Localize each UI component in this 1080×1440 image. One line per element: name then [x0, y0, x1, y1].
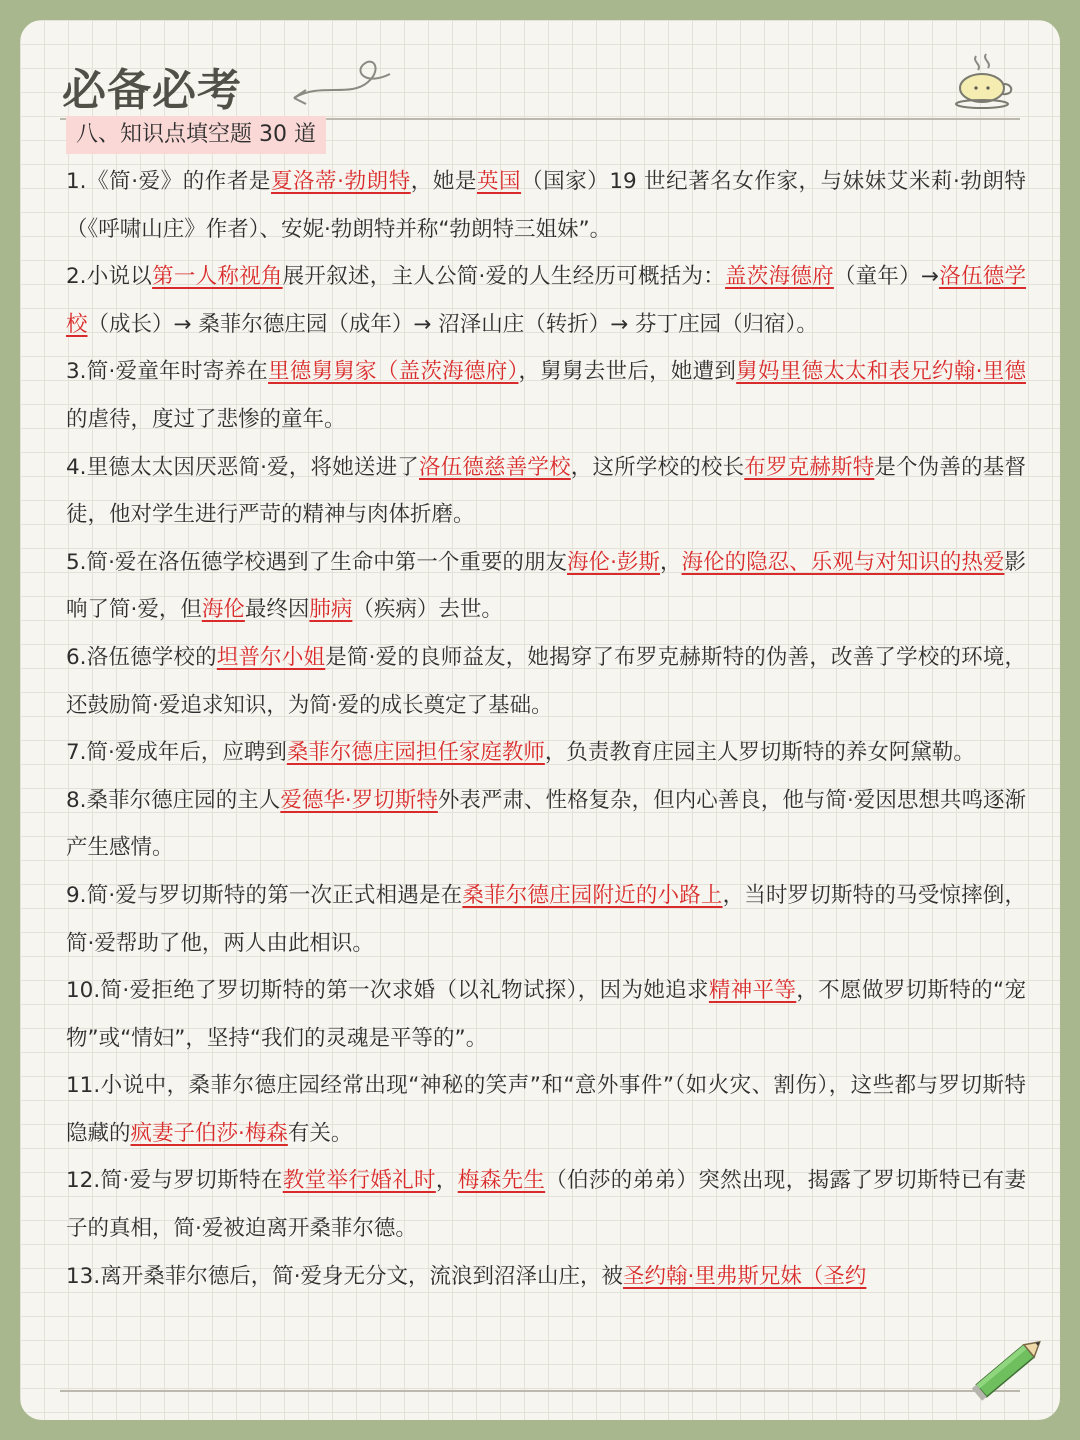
question-text: 11.小说中，桑菲尔德庄园经常出现“神秘的笑声”和“意外事件”（如火灾、割伤），这些都与罗切斯特隐藏的	[66, 1073, 1026, 1146]
answer-text: 疯妻子伯莎·梅森	[130, 1120, 288, 1146]
question-text: （疾病）去世。	[352, 597, 503, 623]
question-text: ，	[660, 549, 682, 575]
question-text: 是个伪善的基督徒，他对学生进行严苛的精神与肉体折磨。	[66, 454, 1026, 528]
answer-text: 舅妈里德太太和表兄约翰·里德	[736, 359, 1026, 385]
brand-title: 必备必考	[62, 65, 242, 116]
question-text: 5.简·爱在洛伍德学校遇到了生命中第一个重要的朋友	[66, 549, 568, 575]
question-text: ，	[435, 1168, 458, 1194]
question-text: 13.离开桑菲尔德后，简·爱身无分文，流浪到沼泽山庄，被	[66, 1263, 624, 1289]
answer-text: 夏洛蒂·勃朗特	[270, 169, 411, 194]
answer-text: 精神平等	[708, 978, 797, 1004]
question-text: （国家）19 世纪著名女作家，与妹妹艾米莉·勃朗特（《呼啸山庄》作者）、安妮·勃朗特并称“勃朗特三姐妹”。	[66, 169, 1026, 242]
answer-text: 里德舅舅家（盖茨海德府）	[268, 359, 519, 385]
question-text: 最终因	[244, 597, 310, 623]
question-text: （成长）→ 桑菲尔德庄园（成年）→ 沼泽山庄（转折）→ 芬丁庄园（归宿）。	[87, 311, 818, 337]
question-text: 展开叙述，主人公简·爱的人生经历可概括为：	[282, 264, 726, 290]
question-item	[66, 1253, 1026, 1301]
pencil-icon	[964, 1324, 1054, 1414]
answer-text: 英国	[476, 169, 522, 194]
question-text: ，舅舅去世后，她遭到	[518, 359, 737, 385]
question-item	[66, 729, 1026, 777]
question-text: ，不愿做罗切斯特的“宠物”或“情妇”，坚持“我们的灵魂是平等的”。	[66, 978, 1026, 1051]
answer-text: 梅森先生	[457, 1168, 546, 1194]
question-text: ，她是	[410, 169, 477, 194]
question-text: 4.里德太太因厌恶简·爱，将她送进了	[66, 454, 419, 480]
answer-text: 第一人称视角	[152, 264, 283, 290]
question-text: 2.小说以	[66, 264, 153, 290]
question-text: 7.简·爱成年后，应聘到	[66, 740, 287, 766]
question-item	[66, 777, 1026, 872]
answer-text: 洛伍德慈善学校	[418, 454, 571, 480]
answer-text: 桑菲尔德庄园担任家庭教师	[286, 740, 545, 766]
header	[60, 48, 1020, 118]
question-text: （童年）→	[833, 264, 939, 290]
answer-text: 盖茨海德府	[725, 264, 834, 290]
question-item	[66, 253, 1026, 348]
question-item	[66, 872, 1026, 967]
question-item	[66, 967, 1026, 1062]
question-list	[66, 158, 1026, 1300]
question-text: 影响了简·爱，但	[66, 549, 1026, 623]
section-title: 八、知识点填空题 30 道	[66, 116, 326, 154]
question-text: 有关。	[287, 1120, 353, 1146]
question-text: 12.简·爱与罗切斯特在	[66, 1168, 283, 1194]
question-item	[66, 1062, 1026, 1157]
question-item	[66, 1157, 1026, 1252]
swirl-arrow-icon	[290, 52, 400, 116]
question-text: 1.《简·爱》的作者是	[66, 169, 271, 194]
answer-text: 圣约翰·里弗斯兄妹（圣约	[623, 1263, 867, 1289]
quiz-section	[66, 116, 1026, 1376]
question-text: 的虐待，度过了悲惨的童年。	[66, 406, 346, 432]
answer-text: 洛伍德学校	[66, 264, 1027, 337]
answer-text: 桑菲尔德庄园附近的小路上	[462, 882, 723, 908]
question-text: ，负责教育庄园主人罗切斯特的养女阿黛勒。	[544, 740, 975, 766]
answer-text: 海伦的隐忍、乐观与对知识的热爱	[681, 549, 1005, 575]
question-item	[66, 348, 1026, 443]
question-text: 9.简·爱与罗切斯特的第一次正式相遇是在	[66, 882, 463, 908]
answer-text: 爱德华·罗切斯特	[280, 787, 438, 813]
footer-divider	[60, 1390, 1020, 1392]
answer-text: 海伦	[201, 597, 245, 623]
question-text: 3.简·爱童年时寄养在	[66, 359, 269, 385]
question-text: 是简·爱的良师益友，她揭穿了布罗克赫斯特的伪善，改善了学校的环境，还鼓励简·爱追求知识，为简·爱的成长奠定了基础。	[66, 644, 1026, 718]
question-text: 10.简·爱拒绝了罗切斯特的第一次求婚（以礼物试探），因为她追求	[66, 978, 709, 1004]
tea-cup-icon	[952, 48, 1016, 112]
answer-text: 海伦·彭斯	[567, 549, 661, 575]
note-paper	[20, 20, 1060, 1420]
question-text: 6.洛伍德学校的	[66, 644, 217, 670]
answer-text: 坦普尔小姐	[216, 644, 326, 670]
question-item	[66, 444, 1026, 539]
question-text: 8.桑菲尔德庄园的主人	[66, 787, 281, 813]
answer-text: 教堂举行婚礼时	[282, 1168, 436, 1194]
question-text: 外表严肃、性格复杂，但内心善良，他与简·爱因思想共鸣逐渐产生感情。	[66, 787, 1027, 861]
question-text: ，当时罗切斯特的马受惊摔倒，简·爱帮助了他，两人由此相识。	[66, 882, 1026, 956]
answer-text: 布罗克赫斯特	[744, 454, 875, 480]
answer-text: 肺病	[309, 597, 353, 623]
question-text: ，这所学校的校长	[570, 454, 745, 480]
question-item	[66, 634, 1026, 729]
question-text: （伯莎的弟弟）突然出现，揭露了罗切斯特已有妻子的真相，简·爱被迫离开桑菲尔德。	[66, 1168, 1026, 1242]
question-item	[66, 539, 1026, 634]
question-item	[66, 158, 1026, 253]
